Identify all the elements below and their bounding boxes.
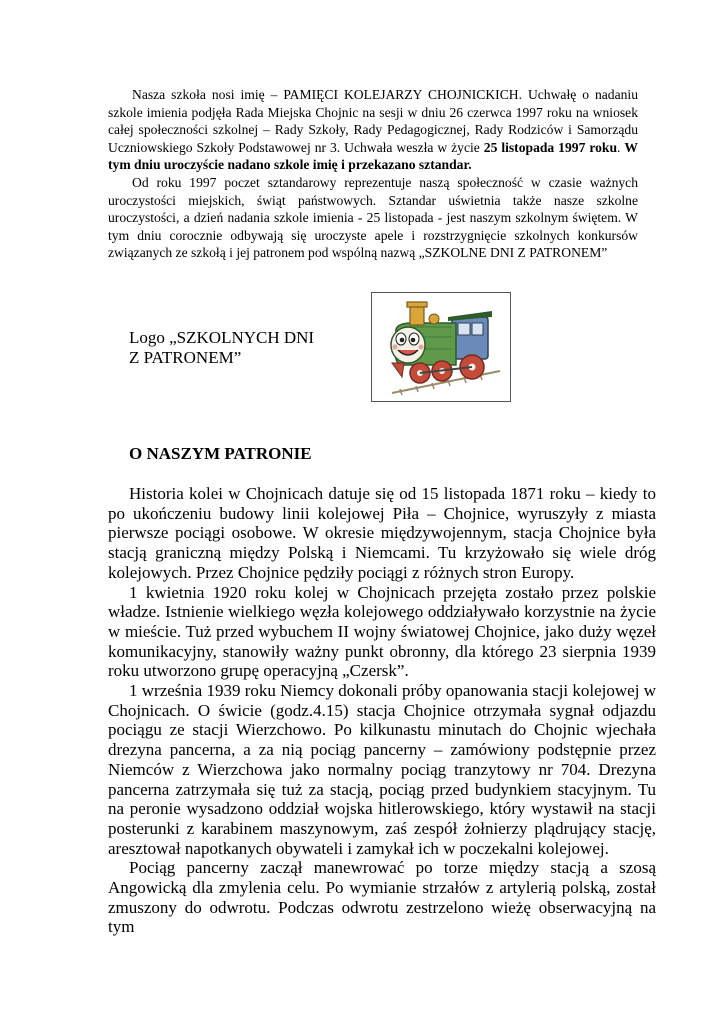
- history-paragraph-1: Historia kolei w Chojnicach datuje się od 15 listopada 1871 roku – kiedy to po ukończeniu budowy linii kolejowej Piła – Chojnice, wyruszyły z miasta pierwsze pociągi osobowe. W okresie międzywojennym, stacja Chojnice była stacją graniczną między Polską i Niemcami. Tu krzyżowało się wiele dróg kolejowych. Przez Chojnice pędziły pociągi z różnych stron Europy.: [108, 484, 656, 582]
- logo-caption: Logo „SZKOLNYCH DNI Z PATRONEM”: [129, 328, 315, 367]
- intro-text-punct: .: [617, 139, 625, 155]
- section-heading: O NASZYM PATRONIE: [129, 444, 312, 463]
- history-paragraph-4: Pociąg pancerny zaczął manewrować po torze między stacją a szosą Angowicką dla zmylenia celu. Po wymianie strzałów z artylerią polską, został zmuszony do odwrotu. Podczas odwrotu zestrzelono wieżę obserwacyjną na tym: [108, 858, 656, 937]
- intro-paragraph-1: [108, 86, 638, 174]
- banner-sentence: W tym dniu uroczyście nadano szkole imię i przekazano sztandar.: [108, 139, 638, 173]
- history-paragraph-2: 1 kwietnia 1920 roku kolej w Chojnicach przejęta zostało przez polskie władze. Istnienie wielkiego węzła kolejowego oddziaływało korzystnie na życie w mieście. Tuż przed wybuchem II wojny światowej Chojnice, jako duży węzeł komunikacyjny, stanowiły ważny punkt obronny, dla którego 23 sierpnia 1939 roku utworzono grupę operacyjną „Czersk”.: [108, 582, 656, 681]
- intro-paragraph-2: Od roku 1997 poczet sztandarowy reprezentuje naszą społeczność w czasie ważnych uroczystości miejskich, świąt państwowych. Sztandar uświetnia także nasze szkolne uroczystości, a dzień nadania szkole imienia - 25 listopada - jest naszym szkolnym świętem. W tym dniu corocznie odbywają się uroczyste apele i rozstrzygnięcie szkolnych konkursów związanych ze szkołą i jej patronem pod wspólną nazwą „SZKOLNE DNI Z PATRONEM”: [108, 174, 638, 261]
- smiling-train-logo-icon: [372, 293, 510, 401]
- logo-frame: [371, 292, 511, 402]
- history-paragraph-3: 1 września 1939 roku Niemcy dokonali próby opanowania stacji kolejowej w Chojnicach. O świcie (godz.4.15) stacja Chojnice otrzymała sygnał odjazdu pociągu ze stacji Wierzchowo. Po kilkunastu minutach do Chojnic wjechała drezyna pancerna, a za nią pociąg pancerny – zamówiony podstępnie przez Niemców z Wierzchowa jako normalny pociąg tranzytowy nr 704. Drezyna pancerna zatrzymała się tuż za stacją, pociąg przed budynkiem stacyjnym. Tu na peronie wysadzono oddział wojska hitlerowskiego, który wystawił na stacji posterunki z karabinem maszynowym, zaś zespół żołnierzy plądrujący stację, aresztował napotkanych obywateli i zamykał ich w poczekalni kolejowej.: [108, 681, 656, 858]
- patron-history: [108, 484, 656, 937]
- intro-section: [108, 86, 638, 262]
- patron-date: 25 listopada 1997 roku: [483, 139, 618, 155]
- intro-text: Nasza szkoła nosi imię – PAMIĘCI KOLEJARZY CHOJNICKICH. Uchwałę o nadaniu szkole imienia podjęła Rada Miejska Chojnic na sesji w dniu 26 czerwca 1997 roku na wniosek całej społeczności szkolnej – Rady Szkoły, Rady Pedagogicznej, Rady Rodziców i Samorządu Uczniowskiego Szkoły Podstawowej nr 3. Uchwała weszła w życie: [108, 87, 638, 155]
